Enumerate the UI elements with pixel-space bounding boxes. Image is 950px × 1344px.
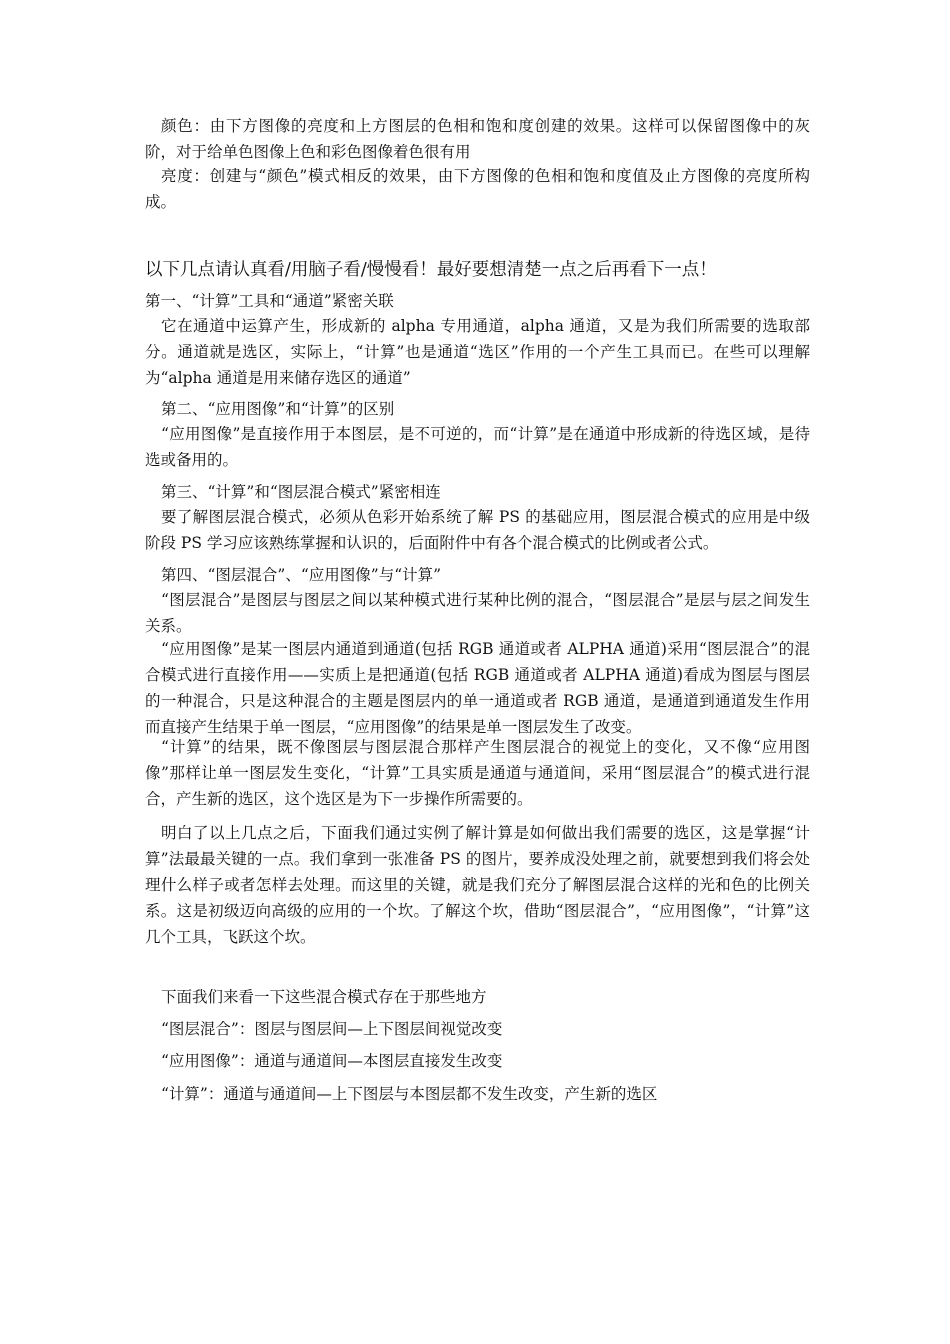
point-one-title: 第一、“计算”工具和“通道”紧密关联	[145, 292, 394, 310]
section-heading: 以下几点请认真看/用脑子看/慢慢看！最好要想清楚一点之后再看下一点！	[145, 260, 717, 280]
point-four-body-layer-blend: “图层混合”是图层与图层之间以某种模式进行某种比例的混合，“图层混合”是层与层之间发生关系。	[145, 591, 810, 635]
point-one-body: 它在通道中运算产生，形成新的 alpha 专用通道，alpha 通道，又是为我们所需要的选取部分。通道就是选区，实际上，“计算”也是通道“选区”作用的一个产生工具而已。在些可以理解为“alpha 通道是用来储存选区的通道”	[145, 317, 810, 387]
point-three-title: 第三、“计算”和“图层混合模式”紧密相连	[161, 483, 441, 501]
point-four-title: 第四、“图层混合”、“应用图像”与“计算”	[161, 566, 442, 584]
point-three-body: 要了解图层混合模式，必须从色彩开始系统了解 PS 的基础应用，图层混合模式的应用是中级阶段 PS 学习应该熟练掌握和认识的，后面附件中有各个混合模式的比例或者公式。	[145, 508, 810, 552]
list-intro: 下面我们来看一下这些混合模式存在于那些地方	[161, 988, 487, 1006]
paragraph-luminosity-mode: 亮度：创建与“颜色”模式相反的效果，由下方图像的色相和饱和度值及止方图像的亮度所构成。	[145, 167, 810, 211]
point-four-body-calculation: “计算”的结果，既不像图层与图层混合那样产生图层混合的视觉上的变化，又不像“应用图像”那样让单一图层发生变化，“计算”工具实质是通道与通道间，采用“图层混合”的模式进行混合，产生新的选区，这个选区是为下一步操作所需要的。	[145, 738, 810, 808]
paragraph-color-mode: 颜色：由下方图像的亮度和上方图层的色相和饱和度创建的效果。这样可以保留图像中的灰阶，对于给单色图像上色和彩色图像着色很有用	[145, 117, 810, 161]
point-four-body-apply-image: “应用图像”是某一图层内通道到通道(包括 RGB 通道或者 ALPHA 通道)采用“图层混合”的混合模式进行直接作用——实质上是把通道(包括 RGB 通道或者 ALPHA 通道)看成为图层与图层的一种混合，只是这种混合的主题是图层内的单一通道或者 RGB 通道，是通道到通道发生作用而直接产生结果于单一图层，“应用图像”的结果是单一图层发生了改变。	[145, 640, 810, 736]
list-item-layer-blend: “图层混合”：图层与图层间—上下图层间视觉改变	[161, 1020, 503, 1038]
point-two-title: 第二、“应用图像”和“计算”的区别	[161, 400, 395, 418]
paragraph-summary: 明白了以上几点之后，下面我们通过实例了解计算是如何做出我们需要的选区，这是掌握“计算”法最最关键的一点。我们拿到一张准备 PS 的图片，要养成没处理之前，就要想到我们将会处理什么样子或者怎样去处理。而这里的关键，就是我们充分了解图层混合这样的光和色的比例关系。这是初级迈向高级的应用的一个坎。了解这个坎，借助“图层混合”，“应用图像”，“计算”这几个工具，飞跃这个坎。	[145, 824, 810, 946]
point-two-body: “应用图像”是直接作用于本图层，是不可逆的，而“计算”是在通道中形成新的待选区域，是待选或备用的。	[145, 425, 810, 469]
list-item-apply-image: “应用图像”：通道与通道间—本图层直接发生改变	[161, 1052, 503, 1070]
list-item-calculation: “计算”：通道与通道间—上下图层与本图层都不发生改变，产生新的选区	[161, 1085, 658, 1103]
